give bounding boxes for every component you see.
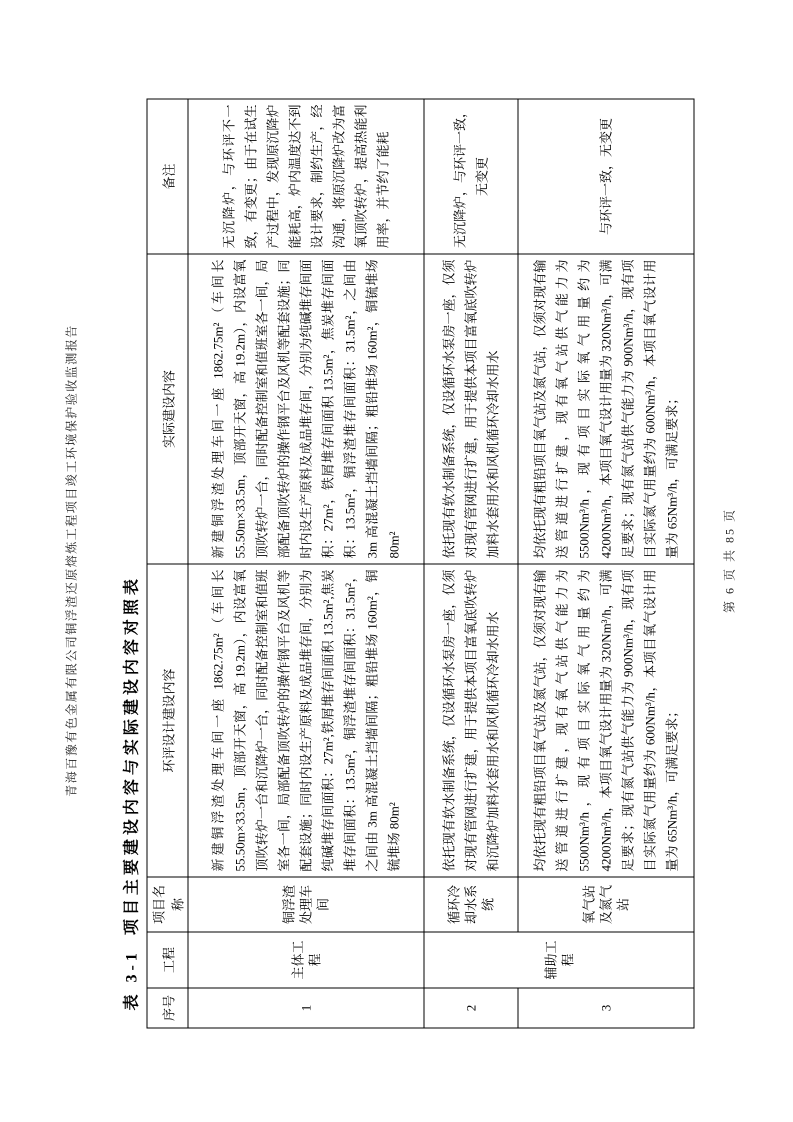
cell-r2-eia: 依托现有软水制备系统，仅设循环水泵房一座，仅须对现有管网进行扩建，用于提供本项目富氧底吹转炉和沉降炉加料水套用水和风机循环冷却水用水 [424, 564, 518, 877]
cell-r2-no: 2 [424, 988, 518, 1028]
cell-r3-eia: 均依托现有粗铅项目氧气站及氮气站，仅须对现有输送管道进行扩建，现有氧气站供气能力为 5500Nm³/h，现有项目实际氧气用量约为 4200Nm³/h，本项目氧气设计用量为 320Nm³/h，可满足要求；现有氮气站供气能力为 900Nm³/h，现有项目实际氮气用量约为 600Nm³/h，本项目氧气设计用量为 65Nm³/h，可满足要求； [518, 564, 694, 877]
cell-r3-remark: 与环评一致，无变更 [518, 99, 694, 254]
col-header-no: 序号 [147, 988, 188, 1028]
table-header-row [147, 99, 188, 1028]
cell-r2-actual: 依托现有软水制备系统，仅设循环水泵房一座，仅须对现有管网进行扩建，用于提供本项目富氧底吹转炉加料水套用水和风机循环冷却水用水 [424, 254, 518, 564]
col-header-project-group: 工程 [147, 932, 188, 988]
landscape-sheet [1, 0, 793, 1122]
col-header-remark: 备注 [147, 99, 188, 254]
cell-r1-name: 铜浮渣处理车间 [188, 877, 424, 932]
cell-r3-no: 3 [518, 988, 694, 1028]
table-row-2 [424, 99, 518, 1028]
col-header-project-name: 项目名称 [147, 877, 188, 932]
table-row-3 [518, 99, 694, 1028]
table-title [119, 100, 142, 1029]
table-row-1 [188, 99, 424, 1028]
comparison-table [147, 99, 695, 1029]
col-header-actual-content: 实际建设内容 [147, 254, 188, 564]
document-header: 青海百豫有色金属有限公司铜浮渣还原熔炼工程项目竣工环境保护验收监测报告 [64, 324, 79, 797]
cell-r1-actual: 新建铜浮渣处理车间一座 1862.75m²（车间长 55.50m×33.5m，顶部开天窗，高 19.2m），内设富氧顶吹转炉一台，同时配备控制室和值班室各一间，局部配备顶吹转炉的操作钢平台及风机等配套设施；同时内设生产原料及成品堆存间，分别为纯碱堆存间面积：27m²，铁屑堆存间面积 13.5m²，焦炭堆存间面积：13.5m²，铜浮渣堆存间面积：31.5m²，之间由 3m 高混凝土挡墙间隔；粗铅堆场 160m²，铜锍堆场 80m² [188, 254, 424, 564]
col-header-eia-content: 环评设计建设内容 [147, 564, 188, 877]
table-title-text: 项目主要建设内容与实际建设内容对照表 [123, 575, 141, 936]
cell-r2-name: 循环冷却水系统 [424, 877, 518, 932]
cell-r1-no: 1 [188, 988, 424, 1028]
cell-r1-remark: 无沉降炉，与环评不一致，有变更；由于在试生产过程中，发现原沉降炉能耗高，炉内温度达不到设计要求，制约生产，经沟通，将原沉降炉改为富氧顶吹转炉，提高热能利用率，并节约了能耗 [188, 99, 424, 254]
page-number: 第 6 页 共 85 页 [722, 508, 737, 614]
cell-r3-actual: 均依托现有粗铅项目氧气站及氮气站，仅须对现有输送管道进行扩建，现有氧气站供气能力为 5500Nm³/h，现有项目实际氧气用量约为 4200Nm³/h，本项目氧气设计用量为 320Nm³/h，可满足要求；现有氮气站供气能力为 900Nm³/h，现有项目实际氮气用量约为 600Nm³/h，本项目氧气设计用量为 65Nm³/h，可满足要求； [518, 254, 694, 564]
cell-r2-group: 辅助工程 [424, 932, 694, 988]
cell-r1-group: 主体工程 [188, 932, 424, 988]
cell-r1-eia: 新建铜浮渣处理车间一座 1862.75m²（车间长 55.50m×33.5m，顶部开天窗，高 19.2m），内设富氧顶吹转炉一台和沉降炉一台，同时配备控制室和值班室各一间，局部配备顶吹转炉的操作钢平台及风机等配套设施；同时内设生产原料及成品堆存间，分别为纯碱堆存间面积：27m²,铁屑堆存间面积 13.5m²,焦炭堆存间面积：13.5m²，铜浮渣堆存间面积：31.5m²，之间由 3m 高混凝土挡墙间隔；粗铅堆场 160m²，铜锍堆场 80m² [188, 564, 424, 877]
table-label: 表 3-1 [123, 949, 141, 1011]
cell-r3-name: 氧气站及氮气站 [518, 877, 694, 932]
cell-r2-remark: 无沉降炉，与环评一致，无变更 [424, 99, 518, 254]
